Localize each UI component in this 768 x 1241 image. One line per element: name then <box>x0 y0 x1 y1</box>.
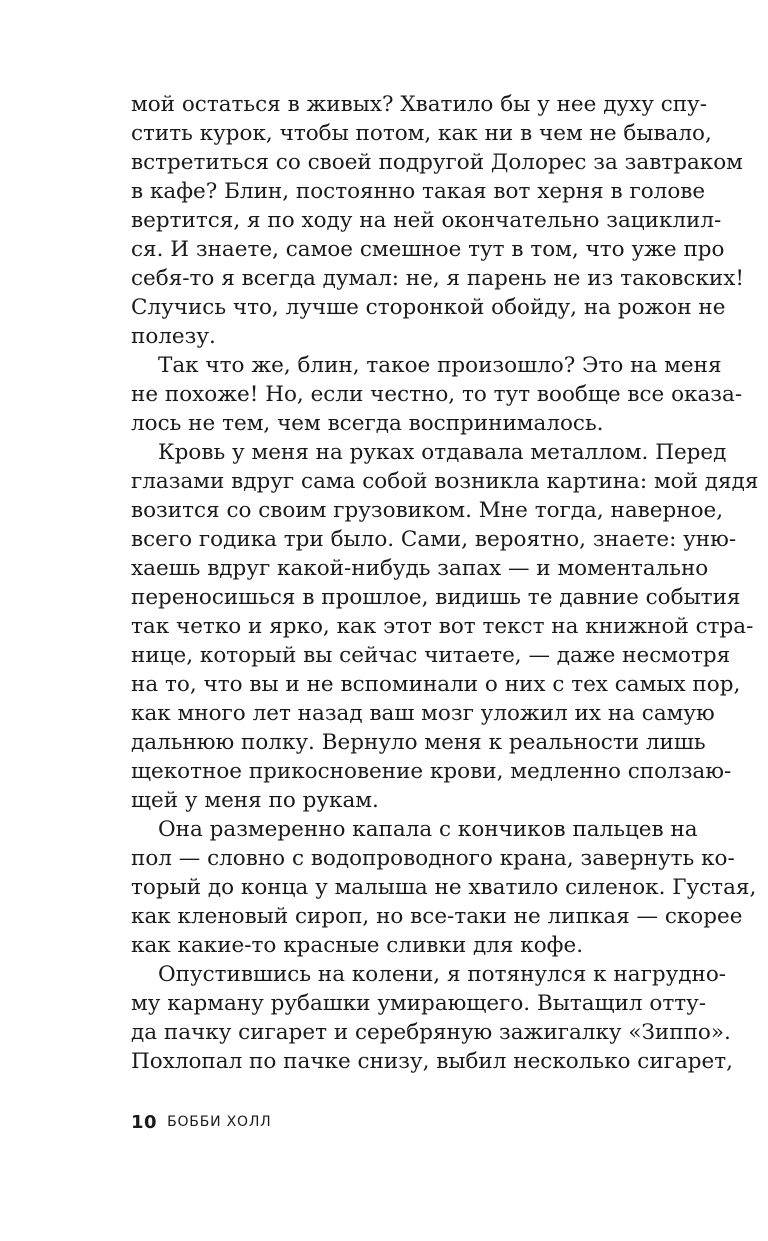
text-line: дальнюю полку. Вернуло меня к реальности лишь <box>131 730 706 755</box>
text-line: как кленовый сироп, но все-таки не липкая — скорее <box>131 904 743 929</box>
text-line: Так что же, блин, такое произошло? Это на меня <box>158 353 722 378</box>
text-line: всего годика три было. Сами, вероятно, знаете: уню- <box>131 527 737 552</box>
text-line: Кровь у меня на руках отдавала металлом. Перед <box>158 440 727 465</box>
text-line: вертится, я по ходу на ней окончательно зациклил- <box>131 208 722 233</box>
text-line: как много лет назад ваш мозг уложил их на самую <box>131 701 715 726</box>
text-line: Опустившись на колени, я потянулся к нагрудно- <box>158 962 727 987</box>
text-line: как какие-то красные сливки для кофе. <box>131 933 584 958</box>
text-line: себя-то я всегда думал: не, я парень не из таковских! <box>131 266 744 291</box>
text-line: пол — словно с водопроводного крана, завернуть ко- <box>131 846 735 871</box>
text-line: да пачку сигарет и серебряную зажигалку «Зиппо». <box>131 1020 731 1045</box>
text-line: ся. И знаете, самое смешное тут в том, что уже про <box>131 237 725 262</box>
page-number: 10 <box>131 1111 158 1133</box>
text-line: стить курок, чтобы потом, как ни в чем не бывало, <box>131 121 712 146</box>
text-line: на то, что вы и не вспоминали о них с тех самых пор, <box>131 672 741 697</box>
text-line: Случись что, лучше сторонкой обойду, на рожон не <box>131 295 726 320</box>
text-line: хаешь вдруг какой-нибудь запах — и моментально <box>131 556 709 581</box>
text-line: щей у меня по рукам. <box>131 788 379 813</box>
text-line: возится со своим грузовиком. Мне тогда, наверное, <box>131 498 724 523</box>
text-line: глазами вдруг сама собой возникла картина: мой дядя <box>131 469 759 494</box>
text-line: не похоже! Но, если честно, то тут вообще все оказа- <box>131 382 743 407</box>
text-line: мой остаться в живых? Хватило бы у нее духу спу- <box>131 92 707 117</box>
text-line: полезу. <box>131 324 216 349</box>
page-footer <box>131 1110 271 1134</box>
text-line: му карману рубашки умирающего. Вытащил отту- <box>131 991 707 1016</box>
text-line: переносишься в прошлое, видишь те давние события <box>131 585 741 610</box>
text-line: торый до конца у малыша не хватило силенок. Густая, <box>131 875 757 900</box>
text-line: в кафе? Блин, постоянно такая вот херня в голове <box>131 179 706 204</box>
text-line: нице, который вы сейчас читаете, — даже несмотря <box>131 643 731 668</box>
text-line: так четко и ярко, как этот вот текст на книжной стра- <box>131 614 754 639</box>
text-line: Похлопал по пачке снизу, выбил несколько сигарет, <box>131 1049 733 1074</box>
body-text <box>131 90 759 1076</box>
text-line: Она размеренно капала с кончиков пальцев на <box>158 817 698 842</box>
text-line: лось не тем, чем всегда воспринималось. <box>131 411 604 436</box>
text-line: щекотное прикосновение крови, медленно сползаю- <box>131 759 732 784</box>
text-line: встретиться со своей подругой Долорес за завтраком <box>131 150 743 175</box>
running-head-author: БОББИ ХОЛЛ <box>167 1114 272 1130</box>
